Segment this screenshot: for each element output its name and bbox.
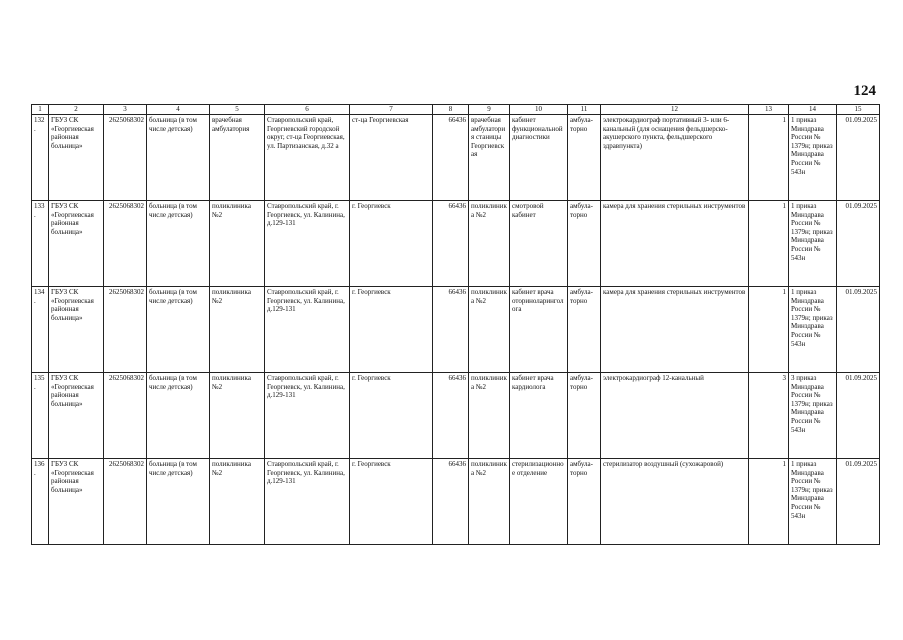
column-number: 10 (510, 105, 568, 115)
facility-type-cell: больница (в том числе детская) (147, 373, 210, 459)
unit-cell: врачебная амбулатория станицы Георгиевская (469, 115, 510, 201)
locality-cell: г. Георгиевск (350, 201, 433, 287)
organization-cell: ГБУЗ СК «Георгиевская районная больница» (49, 373, 104, 459)
locality-cell: ст-ца Георгиевская (350, 115, 433, 201)
table-row (32, 373, 880, 459)
address-cell: Ставропольский край, г. Георгиевск, ул. Калинина, д.129-131 (265, 459, 350, 545)
equipment-cell: камера для хранения стерильных инструментов (601, 201, 749, 287)
table-row (32, 201, 880, 287)
quantity-cell: 1 (791, 202, 795, 210)
row-number: 132. (32, 115, 49, 201)
quantity-cell: 1 (791, 288, 795, 296)
care-cell: амбула-торно (568, 459, 601, 545)
facility-type-cell: больница (в том числе детская) (147, 201, 210, 287)
column-number: 8 (433, 105, 469, 115)
quantity-need-cell: 1 (749, 459, 789, 545)
address-cell: Ставропольский край, г. Георгиевск, ул. Калинина, д.129-131 (265, 287, 350, 373)
table-row (32, 459, 880, 545)
code-cell: 66436 (433, 201, 469, 287)
column-number: 15 (837, 105, 880, 115)
column-number: 3 (104, 105, 147, 115)
basis-cell (789, 459, 837, 545)
quantity-cell: 1 (791, 116, 795, 124)
division-cell: поликлиника №2 (210, 459, 265, 545)
column-number: 13 (749, 105, 789, 115)
facility-type-cell: больница (в том числе детская) (147, 287, 210, 373)
organization-cell: ГБУЗ СК «Георгиевская районная больница» (49, 201, 104, 287)
quantity-need-cell: 1 (749, 287, 789, 373)
basis-text: приказ Минздрава России № 1379н; приказ Минздрава России № 543н (791, 202, 833, 262)
unit-cell: поликлиника №2 (469, 373, 510, 459)
basis-text: приказ Минздрава России № 1379н; приказ Минздрава России № 543н (791, 288, 833, 348)
equipment-cell: электрокардиограф портативный 3- или 6-канальный (для оснащения фельдшерско-акушерского пункта, фельдшерского здравпункта) (601, 115, 749, 201)
room-cell: стерилизационное отделение (510, 459, 568, 545)
locality-cell: г. Георгиевск (350, 287, 433, 373)
inn-cell: 2625068302 (104, 373, 147, 459)
inn-cell: 2625068302 (104, 459, 147, 545)
inn-cell: 2625068302 (104, 287, 147, 373)
locality-cell: г. Георгиевск (350, 459, 433, 545)
column-number: 14 (789, 105, 837, 115)
basis-text: приказ Минздрава России № 1379н; приказ Минздрава России № 543н (791, 460, 833, 520)
basis-cell (789, 373, 837, 459)
column-number: 2 (49, 105, 104, 115)
equipment-cell: камера для хранения стерильных инструментов (601, 287, 749, 373)
organization-cell: ГБУЗ СК «Георгиевская районная больница» (49, 459, 104, 545)
basis-text: приказ Минздрава России № 1379н; приказ Минздрава России № 543н (791, 374, 833, 434)
column-number: 4 (147, 105, 210, 115)
quantity-need-cell: 1 (749, 115, 789, 201)
care-cell: амбула-торно (568, 373, 601, 459)
quantity-need-cell: 3 (749, 373, 789, 459)
room-cell: кабинет врача оториноларинголога (510, 287, 568, 373)
row-number: 135. (32, 373, 49, 459)
organization-cell: ГБУЗ СК «Георгиевская районная больница» (49, 115, 104, 201)
division-cell: поликлиника №2 (210, 373, 265, 459)
unit-cell: поликлиника №2 (469, 459, 510, 545)
date-cell: 01.09.2025 (837, 201, 880, 287)
table-row (32, 115, 880, 201)
address-cell: Ставропольский край, г. Георгиевск, ул. Калинина, д.129-131 (265, 201, 350, 287)
code-cell: 66436 (433, 287, 469, 373)
row-number: 133. (32, 201, 49, 287)
equipment-table (31, 104, 880, 545)
date-cell: 01.09.2025 (837, 115, 880, 201)
organization-cell: ГБУЗ СК «Георгиевская районная больница» (49, 287, 104, 373)
quantity-need-cell: 1 (749, 201, 789, 287)
basis-cell (789, 287, 837, 373)
column-number: 1 (32, 105, 49, 115)
column-number: 7 (350, 105, 433, 115)
column-number: 11 (568, 105, 601, 115)
date-cell: 01.09.2025 (837, 373, 880, 459)
quantity-cell: 1 (791, 460, 795, 468)
facility-type-cell: больница (в том числе детская) (147, 115, 210, 201)
care-cell: амбула-торно (568, 115, 601, 201)
unit-cell: поликлиника №2 (469, 201, 510, 287)
quantity-cell: 3 (791, 374, 795, 382)
care-cell: амбула-торно (568, 287, 601, 373)
date-cell: 01.09.2025 (837, 287, 880, 373)
code-cell: 66436 (433, 459, 469, 545)
column-number: 5 (210, 105, 265, 115)
address-cell: Ставропольский край, г. Георгиевск, ул. Калинина, д.129-131 (265, 373, 350, 459)
equipment-cell: электрокардиограф 12-канальный (601, 373, 749, 459)
basis-cell (789, 115, 837, 201)
page-number: 124 (853, 83, 876, 99)
inn-cell: 2625068302 (104, 201, 147, 287)
column-number: 12 (601, 105, 749, 115)
division-cell: поликлиника №2 (210, 201, 265, 287)
division-cell: поликлиника №2 (210, 287, 265, 373)
room-cell: кабинет врача кардиолога (510, 373, 568, 459)
row-number: 134. (32, 287, 49, 373)
table-row (32, 287, 880, 373)
division-cell: врачебная амбулатория (210, 115, 265, 201)
room-cell: кабинет функциональной диагностики (510, 115, 568, 201)
code-cell: 66436 (433, 115, 469, 201)
locality-cell: г. Георгиевск (350, 373, 433, 459)
column-number-row (32, 105, 880, 115)
facility-type-cell: больница (в том числе детская) (147, 459, 210, 545)
address-cell: Ставропольский край, Георгиевский городской округ, ст-ца Георгиевская, ул. Партизанская, д.32 а (265, 115, 350, 201)
care-cell: амбула-торно (568, 201, 601, 287)
unit-cell: поликлиника №2 (469, 287, 510, 373)
basis-text: приказ Минздрава России № 1379н; приказ Минздрава России № 543н (791, 116, 833, 176)
column-number: 6 (265, 105, 350, 115)
row-number: 136. (32, 459, 49, 545)
room-cell: смотровой кабинет (510, 201, 568, 287)
column-number: 9 (469, 105, 510, 115)
code-cell: 66436 (433, 373, 469, 459)
basis-cell (789, 201, 837, 287)
date-cell: 01.09.2025 (837, 459, 880, 545)
inn-cell: 2625068302 (104, 115, 147, 201)
equipment-cell: стерилизатор воздушный (сухожаровой) (601, 459, 749, 545)
